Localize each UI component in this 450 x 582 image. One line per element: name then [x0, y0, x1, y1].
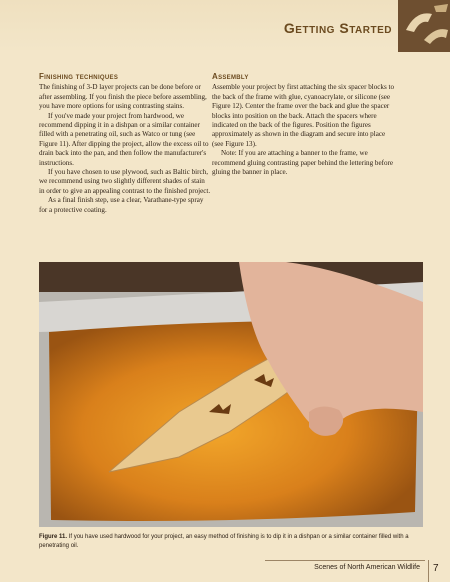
figure-caption	[39, 533, 409, 550]
figure-label: Figure 11.	[39, 534, 68, 540]
figure-caption-text: If you have used hardwood for your project, an easy method of finishing is to dip it in a dishpan or a similar container filled with a penetrating oil.	[39, 534, 409, 549]
section-title: Getting Started	[283, 20, 392, 36]
assembly-paragraph: Note: If you are attaching a banner to the frame, we recommend gluing contrasting paper behind the lettering before gluing the banner in place.	[212, 149, 394, 177]
footer-book-title: Scenes of North American Wildlife	[314, 564, 420, 571]
finishing-paragraph: If you've made your project from hardwood, we recommend dipping it in a dishpan or a similar container filled with a penetrating oil, such as Watco or tung (see Figure 11). After dipping the project, allow the excess oil to drain back into the pan, and then follow the manufacturer's instructions.	[39, 111, 209, 167]
finishing-paragraph: As a final finish step, use a clear, Varathane-type spray for a protective coating.	[39, 196, 204, 214]
finishing-paragraph: The finishing of 3-D layer projects can be done before or after assembling. If you finish the piece before assembling, you have more options for using contrasting stains.	[39, 83, 207, 111]
footer-divider	[428, 560, 429, 582]
finishing-section	[39, 72, 211, 215]
finishing-heading: Finishing techniques	[39, 72, 119, 81]
figure-11-photo	[39, 262, 423, 527]
finishing-paragraph: If you have chosen to use plywood, such as Baltic birch, we recommend using two slightly different shades of stain in order to give an appealing contrast to the finished project.	[39, 168, 211, 195]
assembly-heading: Assembly	[212, 72, 249, 81]
corner-woodwork-image	[398, 0, 450, 52]
footer-rule	[265, 560, 425, 561]
page-number: 7	[433, 563, 439, 574]
assembly-paragraph: Assemble your project by first attaching the six spacer blocks to the back of the frame with glue, cyanoacrylate, or silicone (see Figure 12). Center the frame over the back and glue the spacer blocks into position on the back. Attach the spacers where indicated on the back of the figures. Position the figures approximately as shown in the diagram and secure into place (see Figure 13).	[212, 83, 395, 148]
assembly-section	[212, 72, 398, 177]
